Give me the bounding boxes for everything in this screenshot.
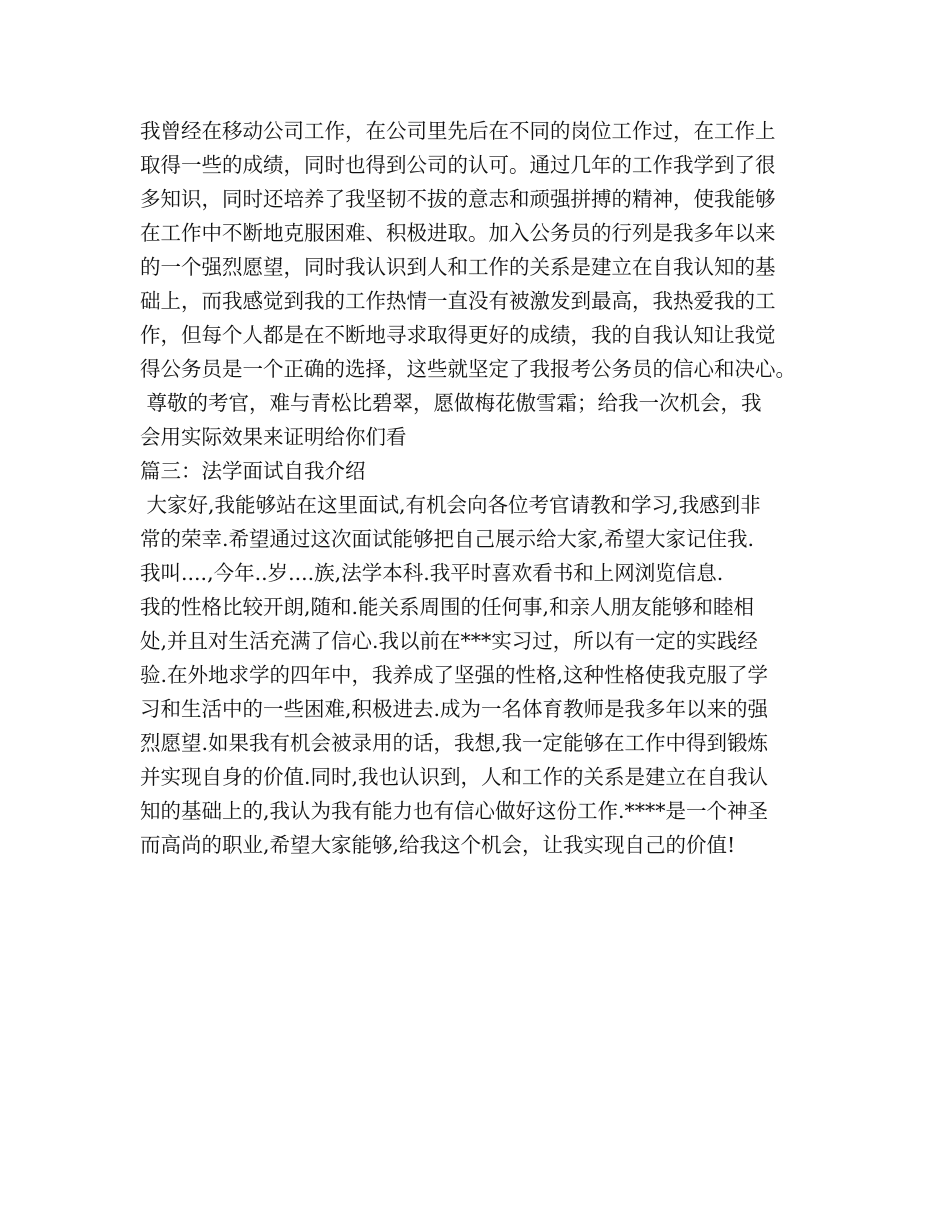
section-heading: 篇三：法学面试自我介绍 [140,459,366,483]
text-line: 会用实际效果来证明给你们看 [140,425,407,449]
text-line: 作，但每个人都是在不断地寻求取得更好的成绩，我的自我认知让我觉 [140,323,776,347]
text-line: 在工作中不断地克服困难、积极进取。加入公务员的行列是我多年以来 [140,221,776,245]
text-line: 验.在外地求学的四年中，我养成了坚强的性格,这种性格使我克服了学 [140,663,769,687]
text-line: 的一个强烈愿望，同时我认识到人和工作的关系是建立在自我认知的基 [140,255,776,279]
text-line: 常的荣幸.希望通过这次面试能够把自己展示给大家,希望大家记住我. [140,527,755,551]
text-line: 烈愿望.如果我有机会被录用的话，我想,我一定能够在工作中得到锻炼 [140,731,769,755]
text-line: 知的基础上的,我认为我有能力也有信心做好这份工作.****是一个神圣 [140,799,769,823]
text-line: 并实现自身的价值.同时,我也认识到，人和工作的关系是建立在自我认 [140,765,769,789]
text-line: 尊敬的考官，难与青松比碧翠，愿做梅花傲雪霜；给我一次机会，我 [140,391,762,415]
text-line: 得公务员是一个正确的选择，这些就坚定了我报考公务员的信心和决心。 [140,357,796,381]
text-line: 而高尚的职业,希望大家能够,给我这个机会，让我实现自己的价值! [140,833,736,857]
text-line: 取得一些的成绩，同时也得到公司的认可。通过几年的工作我学到了很 [140,153,776,177]
text-line: 多知识，同时还培养了我坚韧不拔的意志和顽强拼搏的精神，使我能够 [140,187,776,211]
text-line: 我曾经在移动公司工作，在公司里先后在不同的岗位工作过，在工作上 [140,119,776,143]
document-body [140,114,820,862]
text-line: 习和生活中的一些困难,积极进去.成为一名体育教师是我多年以来的强 [140,697,769,721]
text-line: 我叫....,今年..岁....族,法学本科.我平时喜欢看书和上网浏览信息. [140,561,724,585]
text-line: 大家好,我能够站在这里面试,有机会向各位考官请教和学习,我感到非 [140,493,761,517]
text-line: 础上，而我感觉到我的工作热情一直没有被激发到最高，我热爱我的工 [140,289,776,313]
text-line: 处,并且对生活充满了信心.我以前在***实习过，所以有一定的实践经 [140,629,758,653]
text-line: 我的性格比较开朗,随和.能关系周围的任何事,和亲人朋友能够和睦相 [140,595,755,619]
